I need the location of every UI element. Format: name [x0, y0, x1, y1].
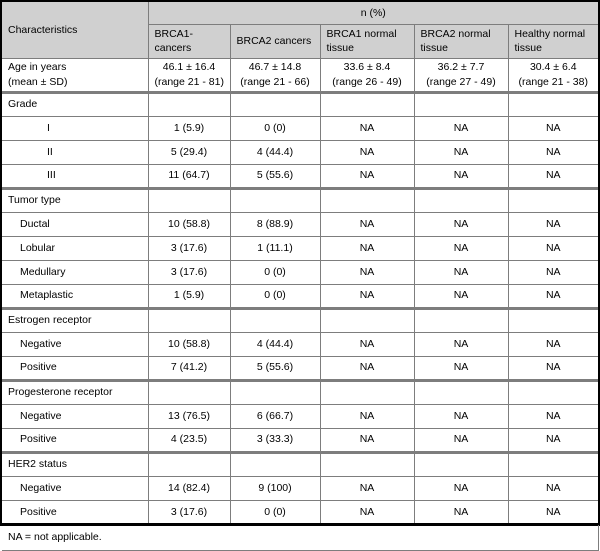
table-row	[2, 116, 598, 140]
table-cell: NA	[508, 284, 598, 308]
table-cell	[148, 188, 230, 212]
table-row	[2, 428, 598, 452]
table-cell	[508, 452, 598, 476]
cell-line2: (range 21 - 38)	[518, 75, 588, 88]
table-cell	[320, 188, 414, 212]
table-cell: NA	[508, 140, 598, 164]
table-cell: NA	[320, 356, 414, 380]
table-cell	[414, 58, 508, 92]
table-cell: NA	[508, 260, 598, 284]
row-label: Medullary	[2, 260, 148, 284]
table-cell: NA	[414, 404, 508, 428]
cell-line1: 30.4 ± 6.4	[529, 61, 577, 74]
table-cell: NA	[414, 476, 508, 500]
table-cell: NA	[320, 428, 414, 452]
row-section-label: Tumor type	[2, 188, 148, 212]
table-cell	[148, 452, 230, 476]
header-col-healthy-normal-tissue: Healthy normal tissue	[508, 24, 598, 58]
table-cell: NA	[508, 332, 598, 356]
cell-line1: 46.1 ± 16.4	[162, 61, 216, 74]
table-row	[2, 476, 598, 500]
table-cell: 4 (23.5)	[148, 428, 230, 452]
table-cell	[148, 58, 230, 92]
cell-line2: (range 26 - 49)	[332, 75, 402, 88]
table-cell: NA	[320, 332, 414, 356]
row-label-age	[2, 58, 148, 92]
table-cell: 1 (5.9)	[148, 116, 230, 140]
table-cell: NA	[414, 332, 508, 356]
table-cell: NA	[508, 428, 598, 452]
row-label: III	[2, 164, 148, 188]
row-section-label: HER2 status	[2, 452, 148, 476]
table-cell: NA	[414, 356, 508, 380]
table-cell: 7 (41.2)	[148, 356, 230, 380]
table-row	[2, 308, 598, 332]
table-cell: 0 (0)	[230, 260, 320, 284]
table-cell: NA	[320, 404, 414, 428]
table-cell	[320, 92, 414, 116]
table-cell	[148, 92, 230, 116]
cell-line1: 36.2 ± 7.7	[437, 61, 485, 74]
table-cell: NA	[414, 212, 508, 236]
table-cell: NA	[414, 284, 508, 308]
table-cell: 0 (0)	[230, 284, 320, 308]
table-cell	[414, 188, 508, 212]
table-cell: NA	[508, 236, 598, 260]
cell-line2: (range 21 - 66)	[240, 75, 310, 88]
header-col-brca1-cancers: BRCA1-cancers	[148, 24, 230, 58]
table-row	[2, 212, 598, 236]
row-label: Ductal	[2, 212, 148, 236]
header-col-brca2-normal-tissue: BRCA2 normal tissue	[414, 24, 508, 58]
table-cell: 3 (33.3)	[230, 428, 320, 452]
table-row	[2, 188, 598, 212]
cell-line1: 46.7 ± 14.8	[248, 61, 302, 74]
table-cell	[148, 308, 230, 332]
cell-line1: 33.6 ± 8.4	[343, 61, 391, 74]
table-cell	[414, 308, 508, 332]
table-cell: NA	[508, 500, 598, 524]
table-cell	[320, 308, 414, 332]
table-cell: 10 (58.8)	[148, 212, 230, 236]
table-cell: 5 (55.6)	[230, 164, 320, 188]
table-row	[2, 404, 598, 428]
table-cell: 0 (0)	[230, 500, 320, 524]
row-label: Lobular	[2, 236, 148, 260]
table-row	[2, 284, 598, 308]
table-cell	[230, 452, 320, 476]
table-cell	[414, 92, 508, 116]
row-label: Positive	[2, 356, 148, 380]
table-cell: NA	[320, 284, 414, 308]
table-row	[2, 332, 598, 356]
table-cell: NA	[414, 140, 508, 164]
row-label: Negative	[2, 332, 148, 356]
table-cell	[230, 308, 320, 332]
table-cell: NA	[320, 116, 414, 140]
table-cell	[414, 380, 508, 404]
table-cell: 5 (29.4)	[148, 140, 230, 164]
header-characteristics: Characteristics	[2, 2, 148, 58]
table-cell: 9 (100)	[230, 476, 320, 500]
header-col-brca1-normal-tissue: BRCA1 normal tissue	[320, 24, 414, 58]
table-header	[2, 2, 598, 58]
table-cell	[230, 380, 320, 404]
table-row	[2, 92, 598, 116]
table-row	[2, 236, 598, 260]
table-cell: NA	[320, 164, 414, 188]
table-cell: NA	[414, 164, 508, 188]
footnote-row	[2, 524, 598, 550]
row-section-label: Progesterone receptor	[2, 380, 148, 404]
table-cell: 5 (55.6)	[230, 356, 320, 380]
table-body	[2, 58, 598, 524]
table-cell: 14 (82.4)	[148, 476, 230, 500]
table-cell	[508, 92, 598, 116]
header-group-n-percent: n (%)	[148, 2, 598, 24]
table-cell: 11 (64.7)	[148, 164, 230, 188]
cell-line2: (range 27 - 49)	[426, 75, 496, 88]
row-section-label: Estrogen receptor	[2, 308, 148, 332]
table-cell: NA	[508, 116, 598, 140]
row-label: II	[2, 140, 148, 164]
table-cell	[230, 92, 320, 116]
table-cell: 13 (76.5)	[148, 404, 230, 428]
table-row	[2, 452, 598, 476]
cell-line2: (range 21 - 81)	[154, 75, 224, 88]
table-cell: 1 (5.9)	[148, 284, 230, 308]
table-cell: 3 (17.6)	[148, 236, 230, 260]
table-cell	[320, 380, 414, 404]
row-section-label: Grade	[2, 92, 148, 116]
row-label: Negative	[2, 404, 148, 428]
table-row	[2, 58, 598, 92]
footnote-text: NA = not applicable.	[2, 524, 598, 550]
table-cell	[508, 58, 598, 92]
table-cell: 0 (0)	[230, 116, 320, 140]
row-label-line1: Age in years	[8, 61, 67, 74]
table-cell: NA	[414, 500, 508, 524]
table-cell: NA	[508, 404, 598, 428]
header-col-brca2-cancers: BRCA2 cancers	[230, 24, 320, 58]
table-cell: NA	[320, 500, 414, 524]
table-cell: 8 (88.9)	[230, 212, 320, 236]
table-cell: NA	[414, 428, 508, 452]
row-label: Positive	[2, 500, 148, 524]
table-row	[2, 500, 598, 524]
table-cell	[320, 452, 414, 476]
row-label: Metaplastic	[2, 284, 148, 308]
table-cell: NA	[320, 476, 414, 500]
table-cell: 3 (17.6)	[148, 260, 230, 284]
table-cell: NA	[414, 236, 508, 260]
table-cell	[508, 308, 598, 332]
table-row	[2, 164, 598, 188]
table-cell: NA	[320, 260, 414, 284]
row-label: Negative	[2, 476, 148, 500]
table-cell: NA	[320, 236, 414, 260]
row-label: Positive	[2, 428, 148, 452]
table-cell: 3 (17.6)	[148, 500, 230, 524]
row-label-line2: (mean ± SD)	[8, 75, 68, 88]
table-cell	[508, 380, 598, 404]
table-cell: NA	[508, 212, 598, 236]
table-cell: 6 (66.7)	[230, 404, 320, 428]
table-cell: 4 (44.4)	[230, 332, 320, 356]
table-row	[2, 140, 598, 164]
table-cell: NA	[320, 212, 414, 236]
table-cell: NA	[414, 260, 508, 284]
table-cell: NA	[320, 140, 414, 164]
table-cell: NA	[414, 116, 508, 140]
table-cell: NA	[508, 476, 598, 500]
table-cell: NA	[508, 164, 598, 188]
table-footer	[2, 524, 598, 550]
table-cell	[414, 452, 508, 476]
table-cell: 1 (11.1)	[230, 236, 320, 260]
table-cell	[230, 188, 320, 212]
table-cell: 4 (44.4)	[230, 140, 320, 164]
table-cell: 10 (58.8)	[148, 332, 230, 356]
table-row	[2, 380, 598, 404]
table-cell	[230, 58, 320, 92]
table-row	[2, 356, 598, 380]
header-row-group	[2, 2, 598, 24]
table-cell	[148, 380, 230, 404]
characteristics-table	[2, 2, 599, 551]
table-cell: NA	[508, 356, 598, 380]
row-label: I	[2, 116, 148, 140]
table-cell	[320, 58, 414, 92]
table-row	[2, 260, 598, 284]
table-cell	[508, 188, 598, 212]
